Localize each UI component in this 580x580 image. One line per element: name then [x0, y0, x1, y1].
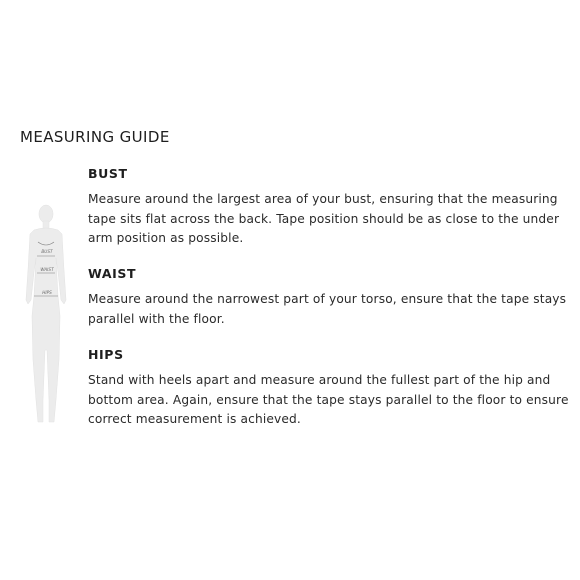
bust-description-line: Measure around the largest area of your bust, ensuring that the measuring [88, 192, 558, 206]
waist-description [88, 290, 568, 329]
waist-figure-label: WAIST [40, 267, 54, 272]
bust-description-line: arm position as possible. [88, 231, 244, 246]
hips-description-line: Stand with heels apart and measure around the fullest part of the hip and [88, 373, 551, 387]
page-title: MEASURING GUIDE [20, 128, 170, 146]
bust-section [88, 165, 568, 249]
waist-heading: WAIST [88, 266, 137, 281]
hips-section [88, 346, 568, 430]
hips-description-line: bottom area. Again, ensure that the tape stays parallel to the floor to ensure [88, 392, 569, 407]
hips-description-line: correct measurement is achieved. [88, 412, 301, 427]
hips-description [88, 371, 568, 430]
waist-section [88, 265, 568, 329]
body-silhouette-icon [20, 200, 84, 426]
bust-description [88, 190, 568, 249]
hips-heading: HIPS [88, 347, 124, 362]
hips-figure-label: HIPS [42, 290, 52, 295]
bust-figure-label: BUST [41, 249, 53, 254]
waist-description-line: parallel with the floor. [88, 311, 225, 326]
bust-heading: BUST [88, 166, 128, 181]
bust-description-line: tape sits flat across the back. Tape position should be as close to the under [88, 211, 560, 226]
waist-description-line: Measure around the narrowest part of your torso, ensure that the tape stays [88, 292, 567, 306]
